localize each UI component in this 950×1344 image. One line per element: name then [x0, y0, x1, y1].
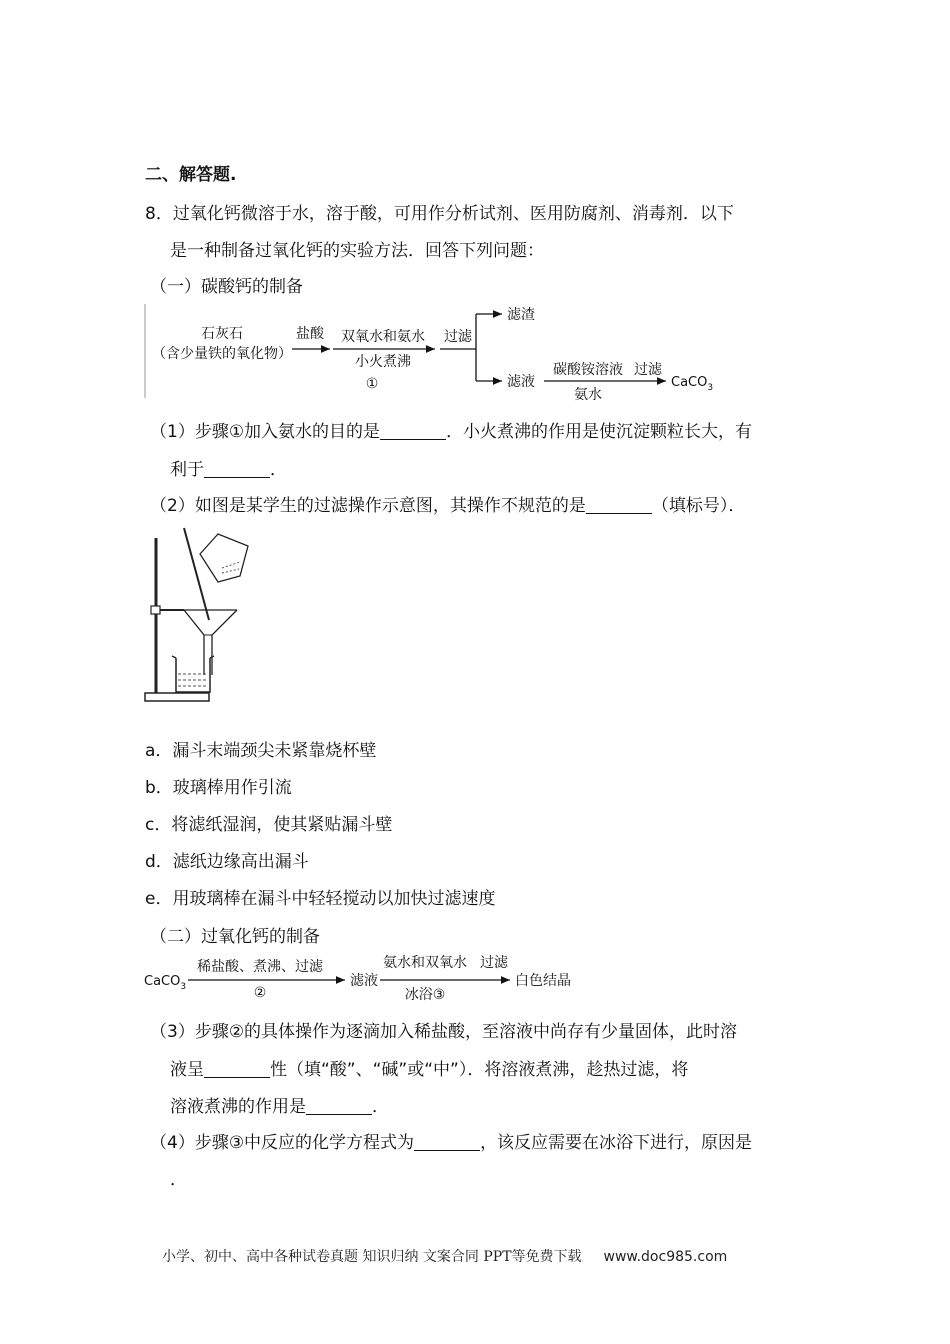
- q4-text-b: ，该反应需要在冰浴下进行，原因是: [480, 1133, 753, 1153]
- q3-text-b: 性（填“酸”、“碱”或“中”）．将溶液煮沸，趁热过滤，将: [270, 1060, 689, 1080]
- q3-text-c: 溶液煮沸的作用是: [170, 1097, 306, 1117]
- section-title: 二、解答题.: [145, 165, 237, 185]
- flow1-start-line2: （含少量铁的氧化物）: [152, 346, 292, 362]
- q1-line1: [150, 417, 752, 442]
- question-8-intro-line2: 是一种制备过氧化钙的实验方法．回答下列问题：: [170, 241, 544, 261]
- q4-line1: [150, 1128, 752, 1153]
- flow2-filtrate: 滤液: [350, 973, 378, 989]
- q1-text-d: ．: [270, 460, 287, 480]
- part2-title: （二）过氧化钙的制备: [150, 927, 320, 947]
- option-a: a．漏斗末端颈尖未紧靠烧杯壁: [145, 741, 377, 761]
- q1-text-a: （1）步骤①加入氨水的目的是: [150, 422, 381, 442]
- question-8-intro-line1: [145, 199, 734, 224]
- flow1-step1-bottom: 小火煮沸: [355, 354, 411, 370]
- page-footer: [162, 1246, 727, 1266]
- q3-blank-1[interactable]: [204, 1060, 270, 1078]
- flow2-step1-top: 稀盐酸、煮沸、过滤: [197, 959, 323, 975]
- flow1-product: CaCO$_3$: [671, 375, 714, 393]
- question-number: 8．: [145, 204, 173, 224]
- q3-line2: [170, 1055, 688, 1080]
- flow1-step1-top: 双氧水和氨水: [341, 329, 425, 345]
- q3-line3: [170, 1092, 389, 1117]
- q1-line2: [170, 455, 287, 480]
- option-b: b．玻璃棒用作引流: [145, 778, 292, 798]
- flow2-product: 白色结晶: [515, 973, 571, 989]
- flow2-start: CaCO$_3$: [144, 974, 187, 992]
- flow2-step2-bottom: 冰浴③: [404, 987, 446, 1003]
- flow1-step1-marker: ①: [365, 376, 379, 392]
- q3-line1: （3）步骤②的具体操作为逐滴加入稀盐酸，至溶液中尚存有少量固体，此时溶: [150, 1022, 738, 1042]
- flow1-start-line1: 石灰石: [201, 326, 243, 342]
- flow2-step2-top: 氨水和双氧水: [383, 955, 467, 971]
- flow2-op: 过滤: [480, 955, 508, 971]
- flow1-step2-top: 碳酸铵溶液: [553, 362, 623, 378]
- stand-base: [145, 693, 209, 701]
- flow1-branch-residue: 滤渣: [507, 307, 535, 323]
- flow-diagram-calcium-peroxide: [140, 950, 600, 1005]
- q4-line2: ．: [170, 1170, 187, 1190]
- option-c: c．将滤纸湿润，使其紧贴漏斗壁: [145, 815, 393, 835]
- flow-diagram-calcium-carbonate: [140, 300, 740, 405]
- q2-blank[interactable]: [586, 496, 652, 514]
- pouring-beaker: [200, 534, 248, 582]
- flow1-step2-bottom: 氨水: [574, 387, 602, 403]
- q3-text-a: 液呈: [170, 1060, 204, 1080]
- q3-blank-2[interactable]: [306, 1097, 372, 1115]
- option-d: d．滤纸边缘高出漏斗: [145, 852, 309, 872]
- q1-text-b: ．小火煮沸的作用是使沉淀颗粒长大，有: [446, 422, 753, 442]
- filtration-apparatus-illustration: [142, 524, 257, 706]
- intro-text-1: 过氧化钙微溶于水，溶于酸，可用作分析试剂、医用防腐剂、消毒剂．以下: [172, 204, 734, 224]
- q3-text-d: ．: [372, 1097, 389, 1117]
- q4-text-a: （4）步骤③中反应的化学方程式为: [150, 1133, 415, 1153]
- q1-blank-1[interactable]: [380, 422, 446, 440]
- q2-text-b: （填标号）．: [651, 496, 746, 516]
- q1-blank-2[interactable]: [204, 460, 270, 478]
- option-e: e．用玻璃棒在漏斗中轻轻搅动以加快过滤速度: [145, 889, 496, 909]
- q2-line: [150, 491, 745, 516]
- q2-text-a: （2）如图是某学生的过滤操作示意图，其操作不规范的是: [150, 496, 586, 516]
- flow2-step1-marker: ②: [253, 985, 267, 1001]
- flow1-reagent-1: 盐酸: [296, 326, 324, 342]
- flow1-op-2: 过滤: [634, 362, 662, 378]
- part1-title: （一）碳酸钙的制备: [150, 277, 303, 297]
- footer-url[interactable]: www.doc985.com: [603, 1249, 728, 1265]
- footer-text: 小学、初中、高中各种试卷真题 知识归纳 文案合同 PPT等免费下载: [162, 1249, 582, 1265]
- q1-text-c: 利于: [170, 460, 204, 480]
- glass-rod: [184, 528, 209, 620]
- flow1-op-1: 过滤: [444, 329, 472, 345]
- flow1-branch-filtrate: 滤液: [507, 374, 535, 390]
- q4-blank[interactable]: [414, 1133, 480, 1151]
